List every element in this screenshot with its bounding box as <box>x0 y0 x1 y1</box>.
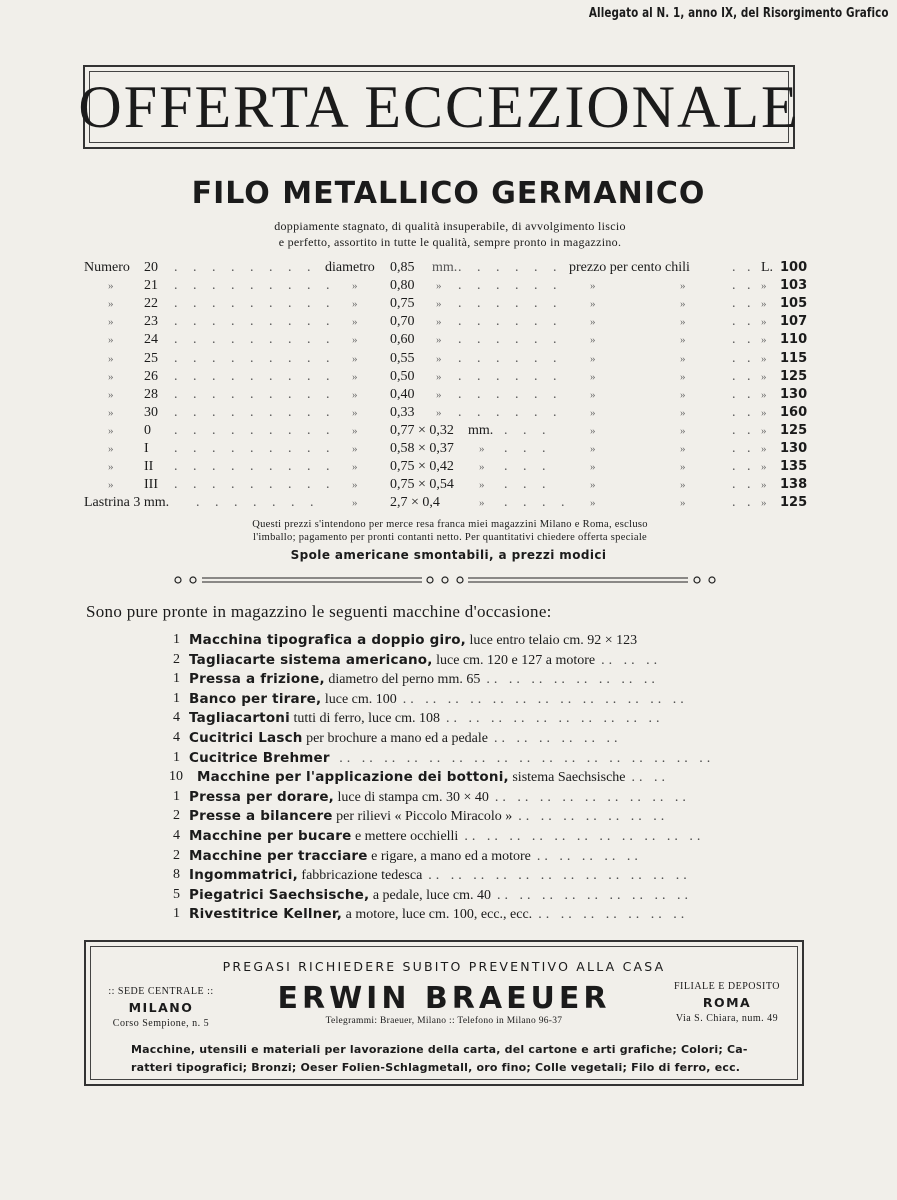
head-office-city: MILANO <box>128 1000 194 1015</box>
machine-quantity: 1 <box>173 632 180 647</box>
wire-diameter: 0,75 <box>390 296 415 312</box>
machine-detail: luce di stampa cm. 30 × 40 <box>337 789 489 805</box>
leader-dots: . . <box>732 278 755 294</box>
ditto-mark: » <box>352 370 358 383</box>
machine-quantity: 4 <box>173 710 180 726</box>
ditto-mark: » <box>590 424 596 437</box>
leader-dots: . . . . . . . . . <box>174 441 336 456</box>
machine-text <box>189 885 692 906</box>
machine-text <box>189 650 661 671</box>
machines-intro: Sono pure pronte in magazzino le seguenti macchine d'occasione: <box>86 602 552 621</box>
ditto-mark: » <box>590 280 596 293</box>
machine-text <box>189 689 688 710</box>
wire-price: 160 <box>780 404 808 420</box>
unit-mm: mm. <box>468 422 494 438</box>
ditto-mark: » <box>436 352 442 365</box>
leader-dots: .. .. .. <box>601 652 662 668</box>
machine-quantity: 5 <box>173 886 180 902</box>
wire-price: 125 <box>780 422 808 438</box>
machine-quantity: 10 <box>169 769 183 785</box>
machine-item <box>173 865 723 885</box>
machine-item <box>169 767 723 787</box>
machine-name: Ingommatrici, <box>189 867 298 884</box>
machine-quantity: 1 <box>173 690 180 706</box>
leader-dots: . . . . . . <box>458 404 563 420</box>
company-description-line: ratteri tipografici; Bronzi; Oeser Folien-Schlagmetall, oro fino; Colle vegetali; Filo di ferro, ecc. <box>131 1061 741 1074</box>
wire-price: 125 <box>780 368 808 384</box>
header-note: Allegato al N. 1, anno IX, del Risorgimento Grafico <box>589 6 889 21</box>
wire-diameter: 0,80 <box>390 278 415 294</box>
leader-dots: . . . . . . . . . <box>174 332 336 348</box>
description-line: doppiamente stagnato, di qualità insuperabile, di avvolgimento liscio <box>274 219 626 233</box>
wire-number: 20 <box>144 260 158 275</box>
ditto-mark: » <box>108 298 114 311</box>
footer-frame-inner <box>90 946 798 1080</box>
leader-dots: .. .. .. .. .. .. .. .. .. .. .. <box>464 829 705 844</box>
company-footer <box>84 940 804 1086</box>
machine-name: Tagliacarte sistema americano, <box>189 651 433 668</box>
ditto-mark: » <box>680 334 686 347</box>
ditto-mark: » <box>352 352 358 365</box>
leader-dots: . . . . . . . . . <box>174 314 336 330</box>
ditto-mark: » <box>590 461 596 474</box>
wire-price: 125 <box>780 495 808 511</box>
leader-dots: . . . . . . . . . <box>174 404 336 420</box>
machine-item <box>173 787 723 807</box>
ditto-mark: » <box>352 388 358 401</box>
ditto-mark: » <box>761 334 767 347</box>
leader-dots: . . <box>732 350 755 366</box>
wire-diameter: 0,50 <box>390 368 415 384</box>
machine-name: Tagliacartoni <box>189 710 290 727</box>
leader-dots: . . . . . . . . . <box>174 278 336 294</box>
price-row <box>84 404 806 422</box>
wire-price: 135 <box>780 459 808 475</box>
ditto-mark: » <box>761 370 767 383</box>
price-row <box>84 277 806 295</box>
title-frame <box>78 65 800 149</box>
machine-detail: luce entro telaio cm. 92 × 123 <box>469 633 638 648</box>
machine-name: Macchina tipografica a doppio giro, <box>189 632 466 648</box>
wire-number: 30 <box>144 404 158 420</box>
ditto-mark: » <box>436 370 442 383</box>
ditto-mark: » <box>590 479 596 492</box>
ditto-mark: » <box>590 497 596 510</box>
machine-name: Piegatrici Saechsische, <box>189 886 370 903</box>
ditto-mark: » <box>590 298 596 311</box>
price-row <box>84 494 806 512</box>
footer-request-text: PREGASI RICHIEDERE SUBITO PREVENTIVO ALLA CASA <box>222 959 666 974</box>
ditto-mark: » <box>761 352 767 365</box>
machine-detail: a motore, luce cm. 100, ecc., ecc. <box>345 907 533 923</box>
machine-detail: diametro del perno mm. 65 <box>328 672 481 688</box>
machine-detail: luce cm. 100 <box>324 691 397 707</box>
ditto-mark: » <box>761 388 767 401</box>
leader-dots: . . <box>732 332 755 348</box>
machine-quantity: 1 <box>173 749 180 765</box>
price-row <box>84 331 806 349</box>
machine-text <box>189 748 714 769</box>
leader-dots: .. .. .. .. .. .. .. .. .. <box>497 887 692 903</box>
leader-dots: . . <box>732 368 755 384</box>
leader-dots: . . . . . . . . . <box>174 459 336 475</box>
ditto-mark: » <box>680 479 686 492</box>
leader-dots: . . <box>732 477 755 493</box>
head-office-label: :: SEDE CENTRALE :: <box>108 986 214 997</box>
branch-office <box>665 980 789 1026</box>
machine-name: Cucitrici Lasch <box>189 730 303 746</box>
ditto-mark: » <box>479 443 485 455</box>
ditto-mark: » <box>680 497 686 510</box>
ditto-mark: » <box>761 316 767 329</box>
leader-dots: . . . . . . <box>458 260 563 275</box>
machine-text <box>189 904 688 925</box>
price-row <box>84 350 806 368</box>
machine-text <box>189 826 704 847</box>
leader-dots: .. .. <box>631 770 669 786</box>
leader-dots: . . . . . . . . . <box>174 296 336 312</box>
ditto-mark: » <box>680 352 686 365</box>
wire-number: I <box>144 441 149 456</box>
head-office-address: Corso Sempione, n. 5 <box>112 1018 210 1029</box>
machine-item <box>173 728 723 748</box>
price-row <box>84 313 806 331</box>
wire-diameter: 0,75 × 0,54 <box>390 477 454 493</box>
ditto-mark: » <box>680 316 686 329</box>
machine-name: Banco per tirare, <box>189 690 322 707</box>
wire-diameter: 0,40 <box>390 386 415 402</box>
ditto-mark: » <box>436 406 442 419</box>
leader-dots: .. .. .. .. .. .. .. .. .. .. .. .. <box>428 868 691 884</box>
wire-number: 25 <box>144 350 158 366</box>
wire-diameter: 0,33 <box>390 404 415 420</box>
wire-price: 103 <box>780 278 808 294</box>
machine-detail: sistema Saechsische <box>512 770 626 786</box>
machine-item <box>173 846 723 866</box>
ditto-mark: » <box>590 388 596 401</box>
ditto-mark: » <box>108 479 114 492</box>
leader-dots: . . <box>732 495 755 511</box>
ditto-mark: » <box>680 388 686 401</box>
wire-diameter: 0,58 × 0,37 <box>390 441 454 456</box>
product-description <box>180 218 720 250</box>
leader-dots: . . . . . . <box>458 368 563 384</box>
wire-number: 23 <box>144 314 158 330</box>
ditto-mark: » <box>352 334 358 347</box>
wire-diameter: 0,77 × 0,32 <box>390 422 454 438</box>
leader-dots: . . <box>732 441 755 456</box>
leader-dots: .. .. .. .. .. .. .. .. .. .. .. .. .. <box>402 691 688 707</box>
leader-dots: . . . . . . <box>458 332 563 348</box>
ditto-mark: » <box>761 479 767 492</box>
machine-item <box>173 689 723 709</box>
leader-dots: . . . <box>504 477 552 493</box>
wire-price: 105 <box>780 296 808 312</box>
machine-quantity: 1 <box>173 906 180 922</box>
leader-dots: . . . . . . . <box>196 495 320 511</box>
leader-dots: . . . . . . . . . <box>174 260 336 275</box>
wire-number: Lastrina 3 mm. <box>84 495 170 511</box>
wire-number: 22 <box>144 296 158 312</box>
ditto-mark: » <box>352 298 358 311</box>
title-frame-inner <box>78 71 800 143</box>
machine-text <box>189 630 643 651</box>
machine-text <box>189 865 691 886</box>
ditto-mark: » <box>590 334 596 347</box>
ditto-mark: » <box>108 461 114 474</box>
wire-number: 26 <box>144 368 158 384</box>
ditto-mark: » <box>108 443 114 455</box>
machine-quantity: 4 <box>173 730 180 745</box>
wire-price: 107 <box>780 314 808 330</box>
machine-name: Macchine per bucare <box>189 828 352 844</box>
leader-dots: . . <box>732 422 755 438</box>
wire-price: 138 <box>780 477 808 493</box>
machine-detail: per brochure a mano ed a pedale <box>306 731 488 746</box>
wire-price: 110 <box>780 332 808 348</box>
leader-dots: .. .. .. .. .. .. .. .. .. <box>494 789 690 805</box>
leader-dots: .. .. .. .. .. .. .. .. .. .. .. .. .. .. .. .. .. <box>339 750 715 766</box>
ditto-mark: » <box>436 334 442 347</box>
machine-text <box>189 846 642 867</box>
ditto-mark: » <box>436 388 442 401</box>
machine-name: Macchine per l'applicazione dei bottoni, <box>197 769 509 786</box>
machine-quantity: 2 <box>173 847 180 863</box>
branch-office-city: ROMA <box>702 995 752 1010</box>
wire-price: 115 <box>780 350 808 366</box>
leader-dots: . . . <box>504 459 552 475</box>
ditto-mark: » <box>761 424 767 437</box>
ditto-mark: » <box>761 497 767 510</box>
machine-text <box>197 767 669 788</box>
machine-name: Cucitrice Brehmer <box>189 749 330 766</box>
leader-dots: .. .. .. .. .. <box>536 848 642 864</box>
ditto-mark: » <box>436 298 442 311</box>
machine-item <box>173 826 723 846</box>
ditto-mark: » <box>479 479 485 492</box>
price-row <box>84 295 806 313</box>
machine-quantity: 2 <box>173 651 180 667</box>
machine-text <box>189 787 690 808</box>
leader-dots: . . . <box>504 441 552 456</box>
currency-label: L. <box>761 260 774 275</box>
wire-number: 28 <box>144 386 158 402</box>
ditto-mark: » <box>590 352 596 365</box>
ditto-mark: » <box>352 461 358 474</box>
machine-quantity: 1 <box>173 671 180 687</box>
machine-detail: tutti di ferro, luce cm. 108 <box>293 711 441 727</box>
price-row <box>84 368 806 386</box>
ditto-mark: » <box>436 316 442 329</box>
ditto-mark: » <box>352 443 358 455</box>
ditto-mark: » <box>761 406 767 419</box>
price-row <box>84 458 806 476</box>
machine-name: Presse a bilancere <box>189 808 333 825</box>
leader-dots: .. .. .. .. .. .. <box>493 731 622 746</box>
machine-text <box>189 669 659 690</box>
price-label: prezzo per cento chili <box>569 260 690 275</box>
page-title: OFFERTA ECCEZIONALE <box>78 74 800 140</box>
ditto-mark: » <box>680 406 686 419</box>
branch-office-address: Via S. Chiara, num. 49 <box>675 1013 779 1024</box>
company-contacts: Telegrammi: Braeuer, Milano :: Telefono in Milano 96-37 <box>325 1016 563 1026</box>
product-title: FILO METALLICO GERMANICO <box>191 176 706 211</box>
leader-dots: . . . . <box>504 495 571 511</box>
ditto-mark: » <box>108 406 114 419</box>
ditto-mark: » <box>680 280 686 293</box>
wire-price: 130 <box>780 386 808 402</box>
ditto-mark: » <box>761 280 767 293</box>
machine-item <box>173 806 723 826</box>
wire-number: II <box>144 459 154 475</box>
leader-dots: .. .. .. .. .. .. .. <box>538 907 689 923</box>
ditto-mark: » <box>352 497 358 510</box>
leader-dots: . . . . . . <box>458 296 563 312</box>
price-row <box>84 440 806 458</box>
ditto-mark: » <box>108 334 114 347</box>
machine-detail: luce cm. 120 e 127 a motore <box>436 652 596 668</box>
ditto-mark: » <box>680 370 686 383</box>
leader-dots: .. .. .. .. .. .. .. .. <box>486 672 659 688</box>
machine-item <box>173 904 723 924</box>
ditto-mark: » <box>352 424 358 437</box>
leader-dots: . . . . . . <box>458 278 563 294</box>
machine-name: Pressa a frizione, <box>189 671 325 688</box>
machine-quantity: 8 <box>173 867 180 883</box>
ditto-mark: » <box>680 298 686 311</box>
machine-detail: per rilievi « Piccolo Miracolo » <box>336 809 513 825</box>
ditto-mark: » <box>680 461 686 474</box>
ditto-mark: » <box>352 406 358 419</box>
machine-detail: fabbricazione tedesca <box>301 868 423 884</box>
leader-dots: . . . . . . <box>458 314 563 330</box>
ditto-mark: » <box>761 461 767 474</box>
wire-number: 21 <box>144 278 158 294</box>
price-row <box>84 476 806 494</box>
wire-number: 24 <box>144 332 158 348</box>
ditto-mark: » <box>590 443 596 455</box>
machine-detail: e mettere occhielli <box>354 829 459 844</box>
company-description <box>131 1041 757 1077</box>
description-line: e perfetto, assortito in tutte le qualità, sempre pronto in magazzino. <box>278 235 622 249</box>
machine-name: Macchine per tracciare <box>189 847 368 864</box>
wire-diameter: 0,60 <box>390 332 415 348</box>
ditto-mark: » <box>108 388 114 401</box>
leader-dots: . . <box>732 404 755 420</box>
ditto-mark: » <box>108 280 114 293</box>
ditto-mark: » <box>436 280 442 293</box>
spole-note: Spole americane smontabili, a prezzi modici <box>290 548 607 562</box>
ditto-mark: » <box>590 370 596 383</box>
ditto-mark: » <box>108 316 114 329</box>
diameter-label: diametro <box>325 260 375 275</box>
machine-quantity: 4 <box>173 828 180 843</box>
machine-text <box>189 728 621 749</box>
leader-dots: . . . <box>504 422 552 438</box>
row-label: Numero <box>84 260 130 275</box>
machine-name: Pressa per dorare, <box>189 788 335 805</box>
machine-name: Rivestitrice Kellner, <box>189 906 343 923</box>
price-note <box>180 518 720 544</box>
wire-number: 0 <box>144 422 151 438</box>
ditto-mark: » <box>108 352 114 365</box>
machine-item <box>173 885 723 905</box>
ditto-mark: » <box>680 443 686 455</box>
wire-price: 100 <box>780 260 808 275</box>
machine-detail: e rigare, a mano ed a motore <box>371 848 531 864</box>
leader-dots: . . <box>732 296 755 312</box>
price-note-line: Questi prezzi s'intendono per merce resa franca miei magazzini Milano e Roma, escluso <box>252 519 648 530</box>
ditto-mark: » <box>761 298 767 311</box>
branch-office-label: FILIALE E DEPOSITO <box>673 981 781 992</box>
ditto-mark: » <box>590 406 596 419</box>
leader-dots: . . . . . . . . . <box>174 350 336 366</box>
price-row <box>84 386 806 404</box>
company-description-line: Macchine, utensili e materiali per lavorazione della carta, del cartone e arti grafiche; Colori; Ca- <box>131 1043 748 1056</box>
machine-item <box>173 630 723 650</box>
leader-dots: . . . . . . . . . <box>174 386 336 402</box>
wire-diameter: 0,85 <box>390 260 415 275</box>
leader-dots: . . . . . . . . . <box>174 422 336 438</box>
ditto-mark: » <box>479 497 485 510</box>
ornamental-divider <box>172 572 718 588</box>
leader-dots: .. .. .. .. .. .. .. <box>518 809 669 825</box>
machine-item <box>173 650 723 670</box>
wire-diameter: 0,55 <box>390 350 415 366</box>
ditto-mark: » <box>590 316 596 329</box>
wire-diameter: 0,75 × 0,42 <box>390 459 454 475</box>
wire-number: III <box>144 477 158 493</box>
leader-dots: .. .. .. .. .. .. .. .. .. .. <box>446 711 664 727</box>
leader-dots: . . . . . . . . . <box>174 477 336 493</box>
company-name: ERWIN BRAEUER <box>277 981 611 1016</box>
ditto-mark: » <box>108 424 114 437</box>
leader-dots: . . . . . . <box>458 386 563 402</box>
machine-quantity: 2 <box>173 808 180 824</box>
machine-item <box>173 669 723 689</box>
machine-item <box>173 748 723 768</box>
ditto-mark: » <box>680 424 686 437</box>
ditto-mark: » <box>352 280 358 293</box>
ditto-mark: » <box>108 370 114 383</box>
ditto-mark: » <box>761 443 767 455</box>
price-row <box>84 259 806 277</box>
ditto-mark: » <box>352 316 358 329</box>
leader-dots: . . <box>732 314 755 330</box>
machine-text <box>189 708 664 729</box>
machine-item <box>173 708 723 728</box>
ditto-mark: » <box>352 479 358 492</box>
wire-diameter: 0,70 <box>390 314 415 330</box>
leader-dots: . . <box>732 260 755 275</box>
price-note-line: l'imballo; pagamento per pronti contanti netto. Per quantitativi chiedere offerta speciale <box>252 532 648 543</box>
wire-price: 130 <box>780 441 808 456</box>
leader-dots: . . . . . . <box>458 350 563 366</box>
leader-dots: . . . . . . . . . <box>174 368 336 384</box>
machine-detail: a pedale, luce cm. 40 <box>372 887 491 903</box>
leader-dots: . . <box>732 459 755 475</box>
machine-text <box>189 806 668 827</box>
machine-quantity: 1 <box>173 788 180 804</box>
price-row <box>84 422 806 440</box>
leader-dots: . . <box>732 386 755 402</box>
ditto-mark: » <box>479 461 485 474</box>
unit-mm: mm. <box>432 260 458 275</box>
wire-diameter: 2,7 × 0,4 <box>390 495 440 511</box>
